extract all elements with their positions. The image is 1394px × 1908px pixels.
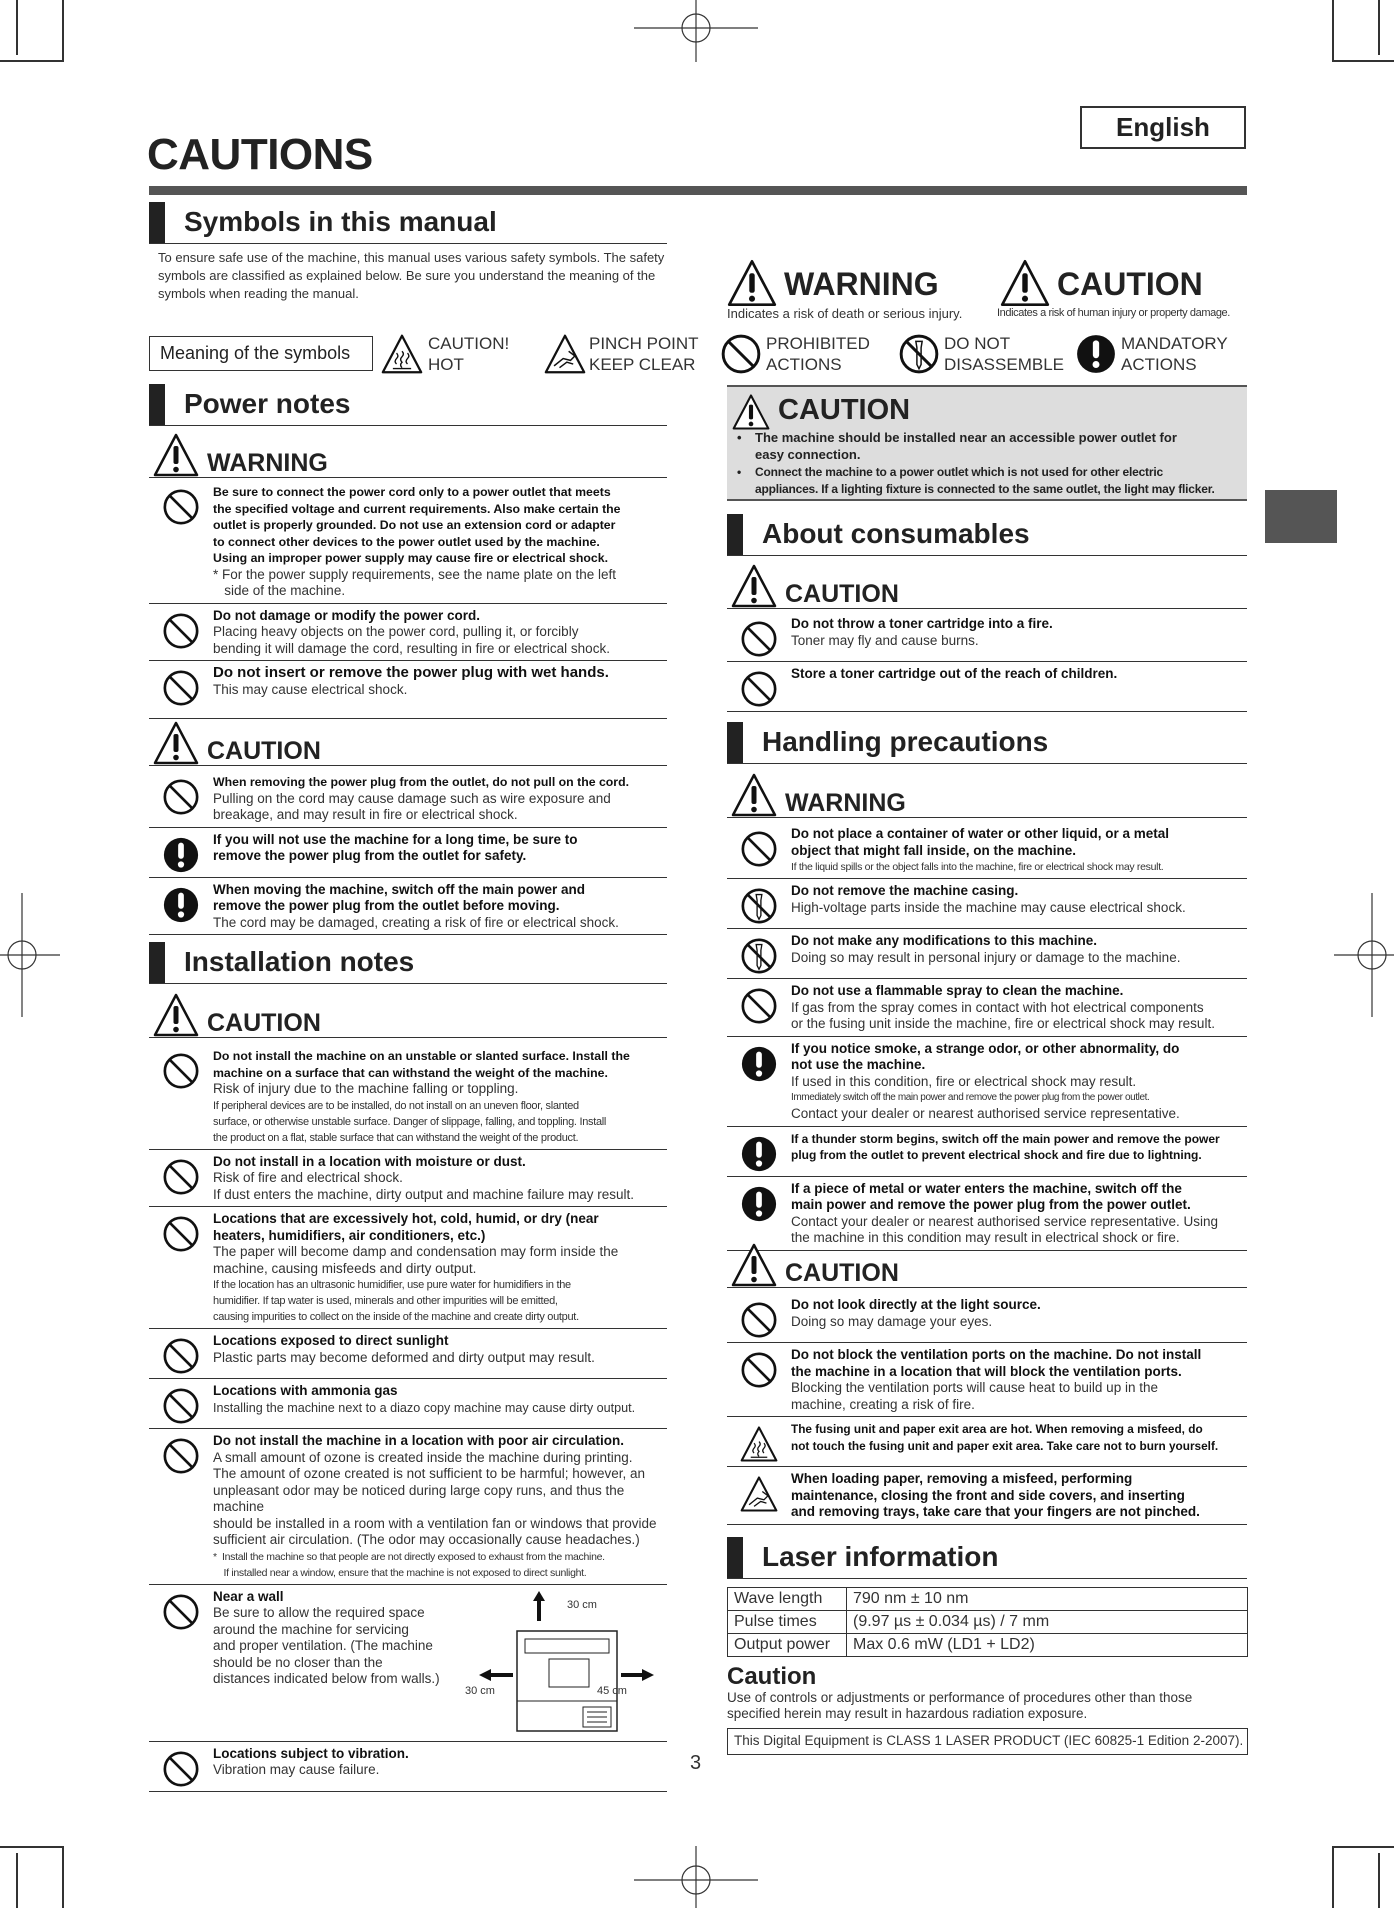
laser-spec-table — [727, 1587, 1248, 1657]
list-item: When loading paper, removing a misfeed, performing maintenance, closing the front and side covers, and inserting and removing trays, take care that your fingers are not pinched. — [727, 1467, 1247, 1525]
section-heading-power-notes: Power notes — [149, 384, 667, 426]
caution-triangle-icon — [999, 258, 1051, 308]
prohibited-icon — [740, 987, 778, 1025]
list-item: Near a wall Be sure to allow the required space around the machine for servicing and proper ventilation. (The machine should be no closer than the distances indicated below from walls.) 30 cm 30 cm 45 cm — [149, 1585, 667, 1742]
list-item: Locations subject to vibration. Vibration may cause failure. — [149, 1742, 667, 1792]
caution-triangle-icon — [152, 720, 200, 766]
consumables-caution-header: CAUTION — [727, 563, 1247, 609]
mandatory-icon — [162, 886, 200, 924]
prohibited-icon — [162, 1215, 200, 1253]
registration-target — [1334, 893, 1394, 1017]
hot-surface-icon — [739, 1425, 779, 1463]
installation-caution-list — [149, 1044, 667, 1792]
caution-triangle-icon — [152, 992, 200, 1038]
prohibited-icon — [162, 1337, 200, 1375]
prohibited-icon — [162, 778, 200, 816]
list-item: Be sure to connect the power cord only to a power outlet that meets the specified voltage and current requirements. Also make certain the outlet is properly grounded. Do not use an extension cord or adapter to connect other devices to the power outlet used by the machine. Using an improper power supply may cause fire or electrical shock. * For the power supply requirements, see the name plate on the left side of the machine. — [149, 480, 667, 604]
prohibited-icon — [162, 1052, 200, 1090]
list-item: Store a toner cartridge out of the reach of children. — [727, 662, 1247, 712]
handling-warning-header: WARNING — [727, 772, 1247, 818]
power-warning-list — [149, 480, 667, 719]
clearance-left: 30 cm — [465, 1684, 495, 1697]
page-title: CAUTIONS — [147, 130, 373, 179]
prohibited-icon — [162, 1437, 200, 1475]
list-item: Do not insert or remove the power plug with wet hands. This may cause electrical shock. — [149, 661, 667, 719]
symbol-prohibited: PROHIBITED ACTIONS — [720, 333, 870, 375]
section-heading-laser: Laser information — [727, 1537, 1247, 1579]
crop-mark — [0, 60, 62, 62]
warning-legend-desc: Indicates a risk of death or serious injury. — [727, 306, 963, 321]
list-item: If a thunder storm begins, switch off the main power and remove the power plug from the outlet to prevent electrical shock and fire due to lightning. — [727, 1127, 1247, 1177]
crop-mark — [16, 0, 18, 55]
caution-triangle-icon — [731, 393, 771, 431]
prohibited-icon — [162, 1593, 200, 1631]
handling-caution-header: CAUTION — [727, 1242, 1247, 1288]
symbol-caution-hot: CAUTION! HOT — [380, 333, 509, 375]
no-disassemble-icon — [740, 937, 778, 975]
list-item: If you notice smoke, a strange odor, or other abnormality, do not use the machine. If used in this condition, fire or electrical shock may result. Immediately switch off the main power and remove the power plug from the power outlet. Contact your dealer or nearest authorised service representative. — [727, 1037, 1247, 1127]
crop-mark — [0, 1846, 62, 1848]
mandatory-icon — [740, 1135, 778, 1173]
handling-caution-list — [727, 1293, 1247, 1525]
crop-mark — [1378, 1853, 1380, 1908]
list-item: Locations that are excessively hot, cold, humid, or dry (near heaters, humidifiers, air conditioners, etc.) The paper will become damp and condensation may form inside the machine, causing misfeeds and dirty output. If the location has an ultrasonic humidifier, use pure water for humidifiers in the humidifier. If tap water is used, minerals and other impurities will be emitted, causing impurities to collect on the inside of the machine and create dirty output. — [149, 1207, 667, 1329]
language-tab: English — [1080, 106, 1246, 149]
list-item: Do not use a flammable spray to clean the machine. If gas from the spray comes in contact with hot electrical components or the fusing unit inside the machine, fire or electrical shock may result. — [727, 979, 1247, 1037]
laser-caution-title: Caution — [727, 1663, 817, 1690]
installation-caution-header: CAUTION — [149, 992, 667, 1038]
list-item: When moving the machine, switch off the main power and remove the power plug from the outlet before moving. The cord may be damaged, creating a risk of fire or electrical shock. — [149, 878, 667, 936]
mandatory-icon — [740, 1185, 778, 1223]
title-rule — [149, 186, 1247, 195]
prohibited-icon — [720, 333, 762, 375]
bullet-item: • The machine should be installed near an accessible power outlet for easy connection. — [737, 430, 1177, 462]
no-disassemble-icon — [740, 887, 778, 925]
list-item: Do not damage or modify the power cord. Placing heavy objects on the power cord, pulling it, or forcibly bending it will damage the cord, resulting in fire or electrical shock. — [149, 604, 667, 662]
thumb-tab — [1265, 490, 1337, 543]
mandatory-icon — [1075, 333, 1117, 375]
prohibited-icon — [740, 670, 778, 708]
laser-caution-text: Use of controls or adjustments or performance of procedures other than those specified herein may result in hazardous radiation exposure. — [727, 1690, 1193, 1721]
list-item: When removing the power plug from the outlet, do not pull on the cord. Pulling on the cord may cause damage such as wire exposure and breakage, and may result in fire or electrical shock. — [149, 770, 667, 828]
symbol-do-not-disassemble: DO NOT DISASSEMBLE — [898, 333, 1064, 375]
crop-mark — [62, 1846, 64, 1908]
caution-triangle-icon — [730, 563, 778, 609]
warning-triangle-icon — [730, 772, 778, 818]
prohibited-icon — [740, 830, 778, 868]
clearance-diagram — [479, 1589, 659, 1739]
registration-target — [0, 893, 60, 1017]
warning-legend-title: WARNING — [784, 266, 939, 302]
warning-triangle-icon — [726, 258, 778, 308]
caution-legend-title: CAUTION — [1057, 266, 1203, 302]
crop-mark — [1332, 0, 1334, 62]
meaning-of-symbols-label: Meaning of the symbols — [149, 336, 373, 371]
section-heading-consumables: About consumables — [727, 514, 1247, 556]
pinch-point-icon — [543, 333, 587, 375]
section-heading-symbols: Symbols in this manual — [149, 202, 667, 244]
caution-legend-desc: Indicates a risk of human injury or property damage. — [997, 307, 1230, 319]
hot-surface-icon — [380, 333, 424, 375]
bullet-item: • Connect the machine to a power outlet which is not used for other electric appliances. If a lighting fixture is connected to the same outlet, the light may flicker. — [737, 465, 1215, 496]
warning-triangle-icon — [152, 432, 200, 478]
power-caution-list — [149, 770, 667, 935]
list-item: If a piece of metal or water enters the machine, switch off the main power and remove the power plug from the power outlet. Contact your dealer or nearest authorised service representative. Using the machine in this condition may result in electrical shock or fire. — [727, 1177, 1247, 1251]
registration-target — [634, 0, 758, 62]
pinch-point-icon — [739, 1475, 779, 1513]
registration-target — [634, 1846, 758, 1908]
list-item: The fusing unit and paper exit area are hot. When removing a misfeed, do not touch the fusing unit and paper exit area. Take care not to burn yourself. — [727, 1417, 1247, 1467]
clearance-top: 30 cm — [567, 1598, 597, 1611]
section-heading-installation-notes: Installation notes — [149, 942, 667, 984]
list-item: If you will not use the machine for a long time, be sure to remove the power plug from the outlet for safety. — [149, 828, 667, 878]
power-caution-header: CAUTION — [149, 720, 667, 766]
prohibited-icon — [740, 1301, 778, 1339]
symbols-intro: To ensure safe use of the machine, this manual uses various safety symbols. The safety symbols are classified as explained below. Be sure you understand the meaning of the symbols when reading the manual. — [158, 250, 665, 301]
consumables-caution-list — [727, 612, 1247, 712]
list-item: Do not remove the machine casing. High-voltage parts inside the machine may cause electrical shock. — [727, 879, 1247, 929]
list-item: Do not make any modifications to this machine. Doing so may result in personal injury or damage to the machine. — [727, 929, 1247, 979]
list-item: Do not block the ventilation ports on the machine. Do not install the machine in a location that will block the ventilation ports. Blocking the ventilation ports will cause heat to build up in the machine, creating a risk of fire. — [727, 1343, 1247, 1417]
list-item: Do not install the machine in a location with poor air circulation. A small amount of ozone is created inside the machine during printing. The amount of ozone created is not sufficient to be harmful; however, an unpleasant odor may be noticed during large copy runs, and thus the machine should be installed in a room with a ventilation fan or windows that provide sufficient air circulation. (The odor may occasionally cause headaches.) * Install the machine so that people are not directly exposed to exhaust from the machine. If installed near a window, ensure that the machine is not exposed to direct sunlight. — [149, 1429, 667, 1585]
crop-mark — [1378, 0, 1380, 55]
prohibited-icon — [162, 612, 200, 650]
symbol-pinch-point: PINCH POINT KEEP CLEAR — [543, 333, 699, 375]
list-item: Locations with ammonia gas Installing the machine next to a diazo copy machine may cause dirty output. — [149, 1379, 667, 1429]
section-heading-handling: Handling precautions — [727, 722, 1247, 764]
crop-mark — [1332, 1846, 1394, 1848]
prohibited-icon — [162, 1750, 200, 1788]
crop-mark — [16, 1853, 18, 1908]
list-item: Do not install in a location with moisture or dust. Risk of fire and electrical shock. If dust enters the machine, dirty output and machine failure may result. — [149, 1150, 667, 1208]
prohibited-icon — [740, 620, 778, 658]
list-item: Do not place a container of water or other liquid, or a metal object that might fall inside, on the machine. If the liquid spills or the object falls into the machine, fire or electrical shock may result. — [727, 822, 1247, 879]
mandatory-icon — [162, 836, 200, 874]
prohibited-icon — [162, 488, 200, 526]
mandatory-icon — [740, 1045, 778, 1083]
caution-triangle-icon — [730, 1242, 778, 1288]
laser-class-statement: This Digital Equipment is CLASS 1 LASER PRODUCT (IEC 60825-1 Edition 2-2007). — [727, 1728, 1248, 1755]
no-disassemble-icon — [898, 333, 940, 375]
crop-mark — [1332, 1846, 1334, 1908]
table-row: Wave length 790 nm ± 10 nm — [728, 1588, 1248, 1611]
prohibited-icon — [740, 1351, 778, 1389]
table-row: Pulse times (9.97 µs ± 0.034 µs) / 7 mm — [728, 1611, 1248, 1634]
list-item: Do not install the machine on an unstable or slanted surface. Install the machine on a surface that can withstand the weight of the machine. Risk of injury due to the machine falling or toppling. If peripheral devices are to be installed, do not install on an uneven floor, slanted surface, or otherwise unstable surface. Danger of slippage, falling, and toppling. Install the product on a flat, stable surface that can withstand the weight of the product. — [149, 1044, 667, 1150]
list-item: Do not look directly at the light source. Doing so may damage your eyes. — [727, 1293, 1247, 1343]
power-outlet-caution-box: CAUTION • The machine should be installed near an accessible power outlet for easy connection. • Connect the machine to a power outlet which is not used for other electric appliances. If a lighting fixture is connected to the same outlet, the light may flicker. — [727, 385, 1247, 501]
power-warning-header: WARNING — [149, 432, 667, 478]
page-number: 3 — [690, 1752, 702, 1774]
prohibited-icon — [162, 669, 200, 707]
clearance-right: 45 cm — [597, 1684, 627, 1697]
table-row: Output power Max 0.6 mW (LD1 + LD2) — [728, 1634, 1248, 1657]
crop-mark — [1332, 60, 1394, 62]
prohibited-icon — [162, 1387, 200, 1425]
list-item: Locations exposed to direct sunlight Plastic parts may become deformed and dirty output may result. — [149, 1329, 667, 1379]
symbol-mandatory: MANDATORY ACTIONS — [1075, 333, 1228, 375]
list-item: Do not throw a toner cartridge into a fire. Toner may fly and cause burns. — [727, 612, 1247, 662]
handling-warning-list — [727, 822, 1247, 1251]
prohibited-icon — [162, 1158, 200, 1196]
crop-mark — [62, 0, 64, 62]
